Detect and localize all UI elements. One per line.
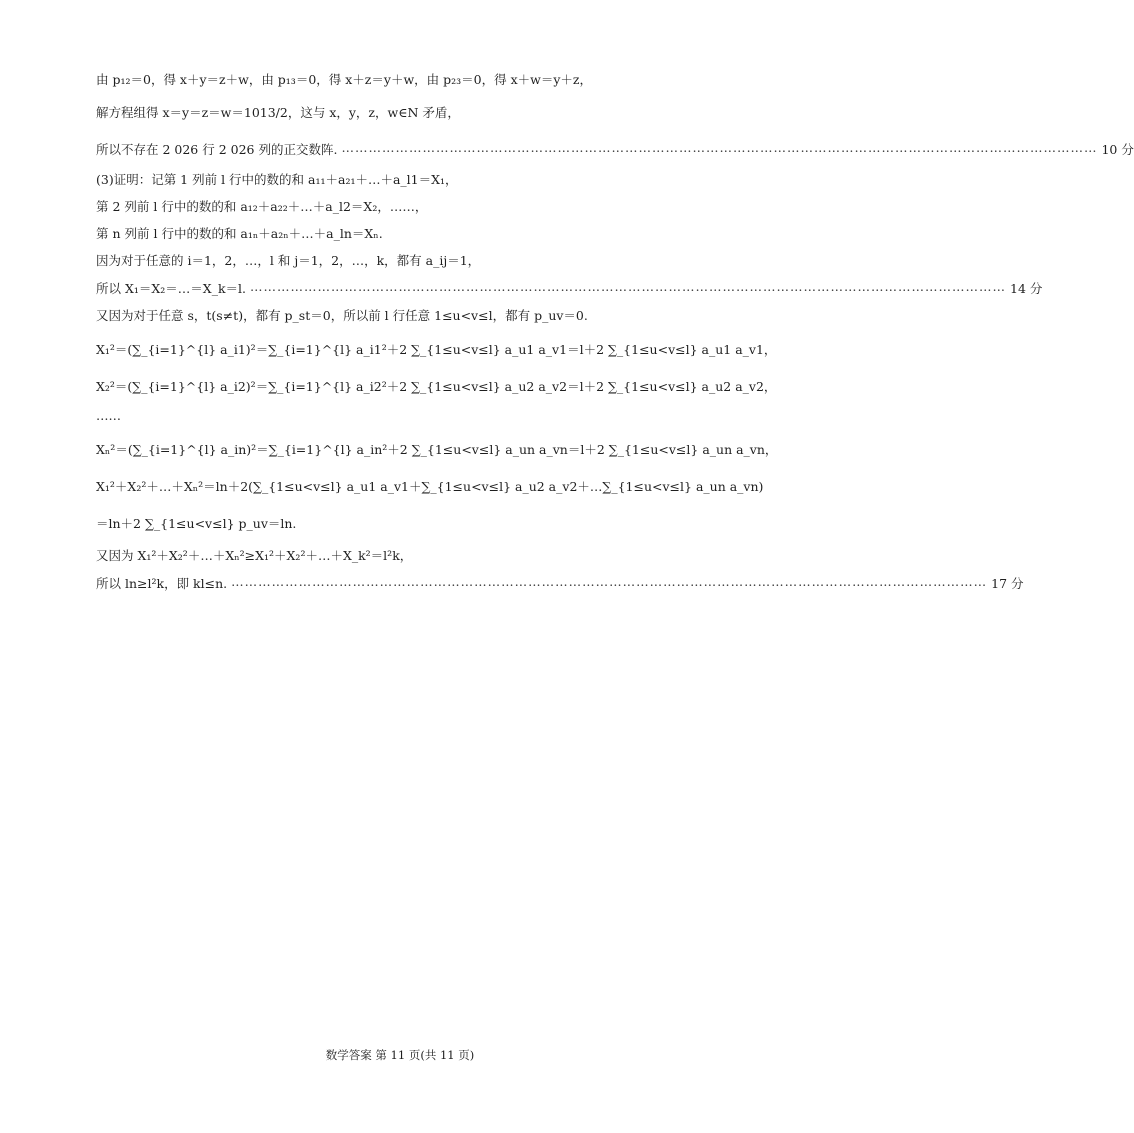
text-line: 所以 ln≥l²k，即 kl≤n.	[96, 576, 228, 591]
formula-line: X₁²＋X₂²＋…＋Xₙ²＝ln＋2(∑_{1≤u<v≤l} a_u1 a_v1＋∑_{1≤u<v≤l} a_u2 a_v2＋…∑_{1≤u<v≤l} a_un a_vn)	[96, 479, 764, 494]
text-line: 第 2 列前 l 行中的数的和 a₁₂＋a₂₂＋…＋a_l2＝X₂，……，	[96, 199, 428, 214]
text-line: 又因为对于任意 s，t(s≠t)，都有 p_st＝0，所以前 l 行任意 1≤u<v≤l，都有 p_uv＝0.	[96, 308, 588, 323]
text-line: 因为对于任意的 i＝1，2，…，l 和 j＝1，2，…，k，都有 a_ij＝1，	[96, 253, 481, 268]
dot-leader: ……………………………………………………………………………………………………………………………………………………	[250, 279, 1006, 294]
formula-line: X₂²＝(∑_{i=1}^{l} a_i2)²＝∑_{i=1}^{l} a_i2²＋2 ∑_{1≤u<v≤l} a_u2 a_v2＝l＋2 ∑_{1≤u<v≤l} a_u2 a_v2，	[96, 379, 777, 394]
ellipsis-line: ……	[96, 408, 121, 423]
text-line: 由 p₁₂＝0，得 x＋y＝z＋w，由 p₁₃＝0，得 x＋z＝y＋w，由 p₂₃＝0，得 x＋w＝y＋z，	[96, 72, 592, 87]
text-line: 解方程组得 x＝y＝z＝w＝1013/2，这与 x，y，z，w∈N 矛盾，	[96, 105, 460, 120]
dot-leader: ……………………………………………………………………………………………………………………………………………………	[341, 140, 1098, 155]
page-footer: 数学答案 第 11 页(共 11 页)	[325, 1048, 475, 1062]
scored-line	[96, 140, 1134, 158]
formula-line: Xₙ²＝(∑_{i=1}^{l} a_in)²＝∑_{i=1}^{l} a_in²＋2 ∑_{1≤u<v≤l} a_un a_vn＝l＋2 ∑_{1≤u<v≤l} a_un a_vn，	[96, 442, 778, 457]
text-line: (3)证明：记第 1 列前 l 行中的数的和 a₁₁＋a₂₁＋…＋a_l1＝X₁，	[96, 172, 458, 187]
text-line: 所以 X₁＝X₂＝…＝X_k＝l.	[96, 281, 246, 296]
text-line: 又因为 X₁²＋X₂²＋…＋Xₙ²≥X₁²＋X₂²＋…＋X_k²＝l²k，	[96, 548, 413, 563]
points-label: 14 分	[1010, 281, 1043, 296]
formula-line: ＝ln＋2 ∑_{1≤u<v≤l} p_uv＝ln.	[96, 516, 297, 531]
points-label: 10 分	[1101, 142, 1134, 157]
text-line: 第 n 列前 l 行中的数的和 a₁ₙ＋a₂ₙ＋…＋a_ln＝Xₙ.	[96, 226, 383, 241]
points-label: 17 分	[991, 576, 1024, 591]
scored-line	[96, 574, 1024, 592]
text-line: 所以不存在 2 026 行 2 026 列的正交数阵.	[96, 142, 338, 157]
dot-leader: ……………………………………………………………………………………………………………………………………………………	[231, 574, 988, 589]
formula-line: X₁²＝(∑_{i=1}^{l} a_i1)²＝∑_{i=1}^{l} a_i1²＋2 ∑_{1≤u<v≤l} a_u1 a_v1＝l＋2 ∑_{1≤u<v≤l} a_u1 a_v1，	[96, 342, 777, 357]
scored-line	[96, 279, 1043, 297]
